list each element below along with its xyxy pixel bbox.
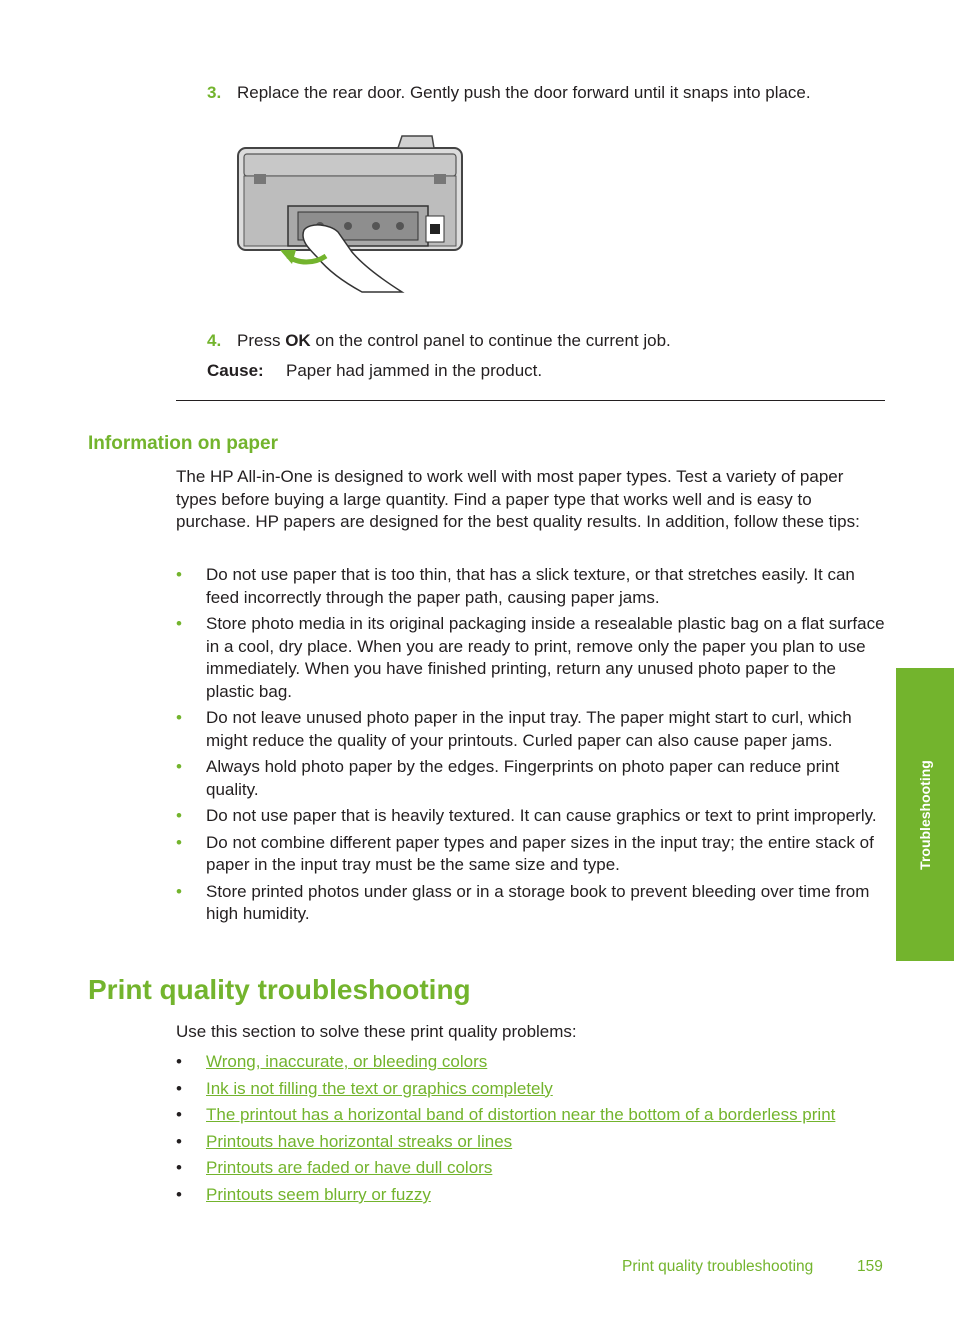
list-item: • Always hold photo paper by the edges. Fingerprints on photo paper can reduce print quality. — [176, 757, 840, 799]
info-intro-paragraph: The HP All-in-One is designed to work well with most paper types. Test a variety of paper types before buying a large quantity. Find a paper type that works well and is easy to purchase. HP papers are designed for the best quality results. In addition, follow these tips: — [176, 467, 860, 531]
page-title: Print quality troubleshooting — [88, 974, 471, 1005]
side-tab — [896, 668, 954, 961]
page-number: 159 — [857, 1258, 883, 1275]
list-item: • Store printed photos under glass or in a storage book to prevent bleeding over time from high humidity. — [176, 881, 870, 923]
cause-line — [207, 360, 887, 382]
step-3 — [207, 82, 887, 104]
list-item: • Do not combine different paper types and paper sizes in the input tray; the entire stack of paper in the input tray must be the same size and type. — [176, 832, 874, 874]
link-faded-colors[interactable]: Printouts are faded or have dull colors — [206, 1158, 493, 1178]
link-ink-not-filling[interactable]: Ink is not filling the text or graphics completely — [206, 1078, 553, 1098]
list-item — [176, 1157, 888, 1184]
list-item: • Do not use paper that is too thin, that has a slick texture, or that stretches easily. It can feed incorrectly through the paper path, causing paper jams. — [176, 565, 855, 607]
bullet-icon: • — [176, 806, 182, 825]
step-number: 3. — [207, 83, 222, 102]
bullet-icon: • — [176, 1078, 182, 1098]
step-text: Replace the rear door. Gently push the door forward until it snaps into place. — [237, 83, 811, 102]
list-item: • Do not leave unused photo paper in the input tray. The paper might start to curl, which might reduce the quality of your printouts. Curled paper can also cause paper jams. — [176, 708, 852, 750]
step-text-post: on the control panel to continue the current job. — [310, 331, 671, 350]
step-4 — [207, 330, 887, 352]
link-blurry[interactable]: Printouts seem blurry or fuzzy — [206, 1184, 431, 1204]
bullet-icon: • — [176, 1131, 182, 1151]
pq-links-list — [176, 1051, 888, 1211]
link-wrong-colors[interactable]: Wrong, inaccurate, or bleeding colors — [206, 1052, 488, 1071]
paper-tips-list — [176, 564, 888, 930]
bullet-icon: • — [176, 1158, 182, 1178]
bullet-icon: • — [176, 1184, 182, 1204]
section-divider — [176, 400, 885, 401]
bullet-icon: • — [176, 1052, 182, 1071]
link-horizontal-band[interactable]: The printout has a horizontal band of distortion near the bottom of a borderless print — [206, 1105, 836, 1125]
bullet-icon: • — [176, 708, 182, 727]
bullet-icon: • — [176, 1105, 182, 1125]
bullet-icon: • — [176, 614, 182, 633]
step-number: 4. — [207, 331, 222, 350]
step-text-pre: Press — [237, 331, 286, 350]
bullet-icon: • — [176, 832, 182, 852]
pq-intro-paragraph: Use this section to solve these print quality problems: — [176, 1022, 577, 1041]
printer-rear-door-illustration — [230, 132, 470, 294]
bullet-icon: • — [176, 881, 182, 901]
side-tab-label: Troubleshooting — [917, 759, 933, 870]
link-horizontal-streaks[interactable]: Printouts have horizontal streaks or lines — [206, 1131, 513, 1151]
section-heading-information-on-paper: Information on paper — [88, 433, 278, 454]
list-item: • Store photo media in its original packaging inside a resealable plastic bag on a flat surface in a cool, dry place. When you are ready to print, remove only the paper you plan to use immediately. When you have finished printing, return any unused photo paper to the plastic bag. — [176, 614, 885, 701]
cause-text: Paper had jammed in the product. — [286, 361, 543, 380]
list-item — [176, 1051, 888, 1078]
list-item — [176, 1184, 888, 1211]
list-item: • Do not use paper that is heavily textured. It can cause graphics or text to print improperly. — [176, 805, 888, 828]
list-item — [176, 1104, 888, 1131]
bullet-icon: • — [176, 565, 182, 584]
cause-label: Cause: — [207, 361, 264, 380]
list-item — [176, 1131, 888, 1158]
footer-title: Print quality troubleshooting — [622, 1258, 814, 1275]
bullet-icon: • — [176, 757, 182, 776]
ok-button-label: OK — [285, 331, 311, 350]
list-item — [176, 1078, 888, 1105]
